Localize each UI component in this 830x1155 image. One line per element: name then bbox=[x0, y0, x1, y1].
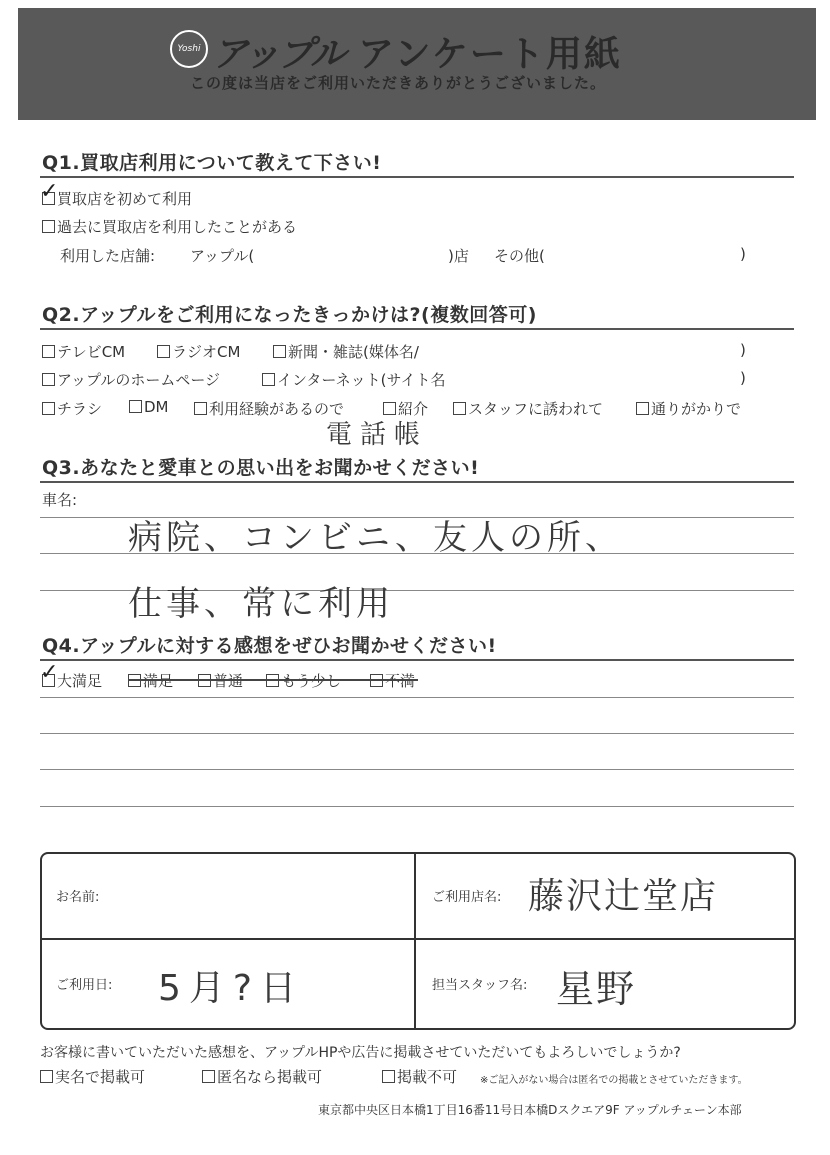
q2-option-homepage[interactable] bbox=[42, 369, 220, 390]
checkbox[interactable] bbox=[42, 220, 55, 233]
checkbox[interactable] bbox=[453, 402, 466, 415]
q2-option-staff-label: スタッフに誘われて bbox=[468, 400, 604, 418]
checkbox[interactable] bbox=[40, 1070, 53, 1083]
checkbox[interactable] bbox=[262, 373, 275, 386]
q2-option-staff[interactable] bbox=[453, 398, 603, 419]
checkbox[interactable] bbox=[382, 1070, 395, 1083]
q2-option-dm-label: DM bbox=[144, 398, 169, 416]
hq-address: 東京都中央区日本橋1丁目16番11号日本橋Dスクエア9F アップルチェーン本部 bbox=[318, 1103, 742, 1117]
q2-title: Q2.アップルをご利用になったきっかけは?(複数回答可) bbox=[42, 304, 537, 326]
info-divider-horizontal bbox=[40, 938, 794, 940]
checkbox[interactable] bbox=[42, 373, 55, 386]
q1-store-other-close: ) bbox=[740, 245, 746, 263]
q4-option-very-satisfied-label: 大満足 bbox=[57, 672, 103, 690]
brand-logo: アップル bbox=[212, 34, 345, 75]
q2-option-internet-label: インターネット(サイト名 bbox=[277, 371, 446, 389]
q3-car-label: 車名: bbox=[42, 491, 78, 509]
q2-option-tv-label: テレビCM bbox=[57, 343, 126, 361]
q2-news-close: ) bbox=[740, 341, 746, 359]
checkbox[interactable] bbox=[636, 402, 649, 415]
q4-title: Q4.アップルに対する感想をぜひお聞かせください! bbox=[42, 635, 497, 657]
answer-line bbox=[40, 733, 794, 734]
consent-real-name-label: 実名で掲載可 bbox=[55, 1068, 146, 1086]
checkmark-icon: ✓ bbox=[40, 660, 59, 685]
q2-handwritten-source: 電話帳 bbox=[326, 420, 429, 450]
q2-option-homepage-label: アップルのホームページ bbox=[57, 371, 221, 389]
form-subtitle: この度は当店をご利用いただきありがとうございました。 bbox=[190, 74, 607, 92]
info-divider-vertical bbox=[414, 852, 416, 1028]
answer-line bbox=[40, 697, 794, 698]
q2-option-passing-label: 通りがかりで bbox=[651, 400, 742, 418]
q2-option-flyer[interactable] bbox=[42, 398, 102, 419]
checkbox[interactable] bbox=[129, 400, 142, 413]
handwritten-strike bbox=[128, 679, 418, 681]
answer-line bbox=[40, 806, 794, 807]
q4-rule bbox=[40, 659, 794, 661]
q2-rule bbox=[40, 328, 794, 330]
q3-handwritten-line1: 病院、コンビニ、友人の所、 bbox=[128, 518, 624, 558]
q2-option-tv[interactable] bbox=[42, 341, 125, 362]
name-field[interactable] bbox=[130, 870, 400, 920]
logo-badge: Yoshi bbox=[170, 30, 208, 68]
q1-store-apple: アップル( bbox=[190, 247, 255, 265]
q2-option-experience-label: 利用経験があるので bbox=[209, 400, 345, 418]
publish-consent-question: お客様に書いていただいた感想を、アップルHPや広告に掲載させていただいてもよろしいでしょうか? bbox=[40, 1045, 681, 1061]
staff-name-value[interactable]: 星野 bbox=[556, 967, 637, 1011]
consent-not-allowed[interactable] bbox=[382, 1066, 457, 1087]
q2-option-passing[interactable] bbox=[636, 398, 741, 419]
q4-option-more-label: もう少し bbox=[281, 672, 342, 690]
q2-option-experience[interactable] bbox=[194, 398, 344, 419]
q2-option-referral-label: 紹介 bbox=[398, 400, 429, 418]
q1-option-used-before-label: 過去に買取店を利用したことがある bbox=[57, 218, 298, 236]
consent-real-name[interactable] bbox=[40, 1066, 145, 1087]
q1-rule bbox=[40, 176, 794, 178]
usage-date-value[interactable]: 5月?日 bbox=[158, 968, 305, 1009]
consent-anonymous-label: 匿名なら掲載可 bbox=[217, 1068, 323, 1086]
consent-note: ※ご記入がない場合は匿名での掲載とさせていただきます。 bbox=[480, 1075, 748, 1086]
answer-line bbox=[40, 769, 794, 770]
name-label: お名前: bbox=[56, 890, 100, 905]
q2-option-radio-label: ラジオCM bbox=[172, 343, 241, 361]
q2-option-dm[interactable] bbox=[129, 398, 169, 416]
q4-option-satisfied-label: 満足 bbox=[143, 672, 174, 690]
checkbox[interactable] bbox=[42, 402, 55, 415]
q2-option-news-label: 新聞・雑誌(媒体名/ bbox=[288, 343, 419, 361]
form-title: アンケート用紙 bbox=[358, 34, 622, 75]
usage-date-label: ご利用日: bbox=[56, 978, 113, 993]
q2-option-internet[interactable] bbox=[262, 369, 445, 390]
q4-option-normal-label: 普通 bbox=[213, 672, 244, 690]
checkbox[interactable] bbox=[157, 345, 170, 358]
q1-option-first-time-label: 買取店を初めて利用 bbox=[57, 190, 193, 208]
q2-option-flyer-label: チラシ bbox=[57, 400, 103, 418]
checkbox[interactable] bbox=[42, 345, 55, 358]
q2-option-news[interactable] bbox=[273, 341, 419, 362]
consent-not-allowed-label: 掲載不可 bbox=[397, 1068, 458, 1086]
consent-anonymous[interactable] bbox=[202, 1066, 322, 1087]
q2-internet-close: ) bbox=[740, 369, 746, 387]
q2-option-radio[interactable] bbox=[157, 341, 240, 362]
q3-title: Q3.あなたと愛車との思い出をお聞かせください! bbox=[42, 457, 480, 479]
q1-store-close: )店 bbox=[448, 247, 469, 265]
q3-rule bbox=[40, 481, 794, 483]
q4-option-dissatisfied-label: 不満 bbox=[385, 672, 416, 690]
q3-handwritten-line2: 仕事、常に利用 bbox=[128, 584, 394, 624]
checkbox[interactable] bbox=[202, 1070, 215, 1083]
q1-store-other: その他( bbox=[494, 247, 545, 265]
checkmark-icon: ✓ bbox=[40, 179, 59, 204]
checkbox[interactable] bbox=[273, 345, 286, 358]
store-name-label: ご利用店名: bbox=[432, 890, 502, 905]
store-name-value[interactable]: 藤沢辻堂店 bbox=[528, 876, 719, 917]
staff-name-label: 担当スタッフ名: bbox=[432, 978, 528, 993]
q1-option-used-before[interactable] bbox=[42, 216, 297, 237]
checkbox[interactable] bbox=[194, 402, 207, 415]
q1-store-label: 利用した店舗: bbox=[60, 247, 156, 265]
q1-option-first-time[interactable] bbox=[42, 188, 192, 209]
q1-title: Q1.買取店利用について教えて下さい! bbox=[42, 152, 382, 174]
